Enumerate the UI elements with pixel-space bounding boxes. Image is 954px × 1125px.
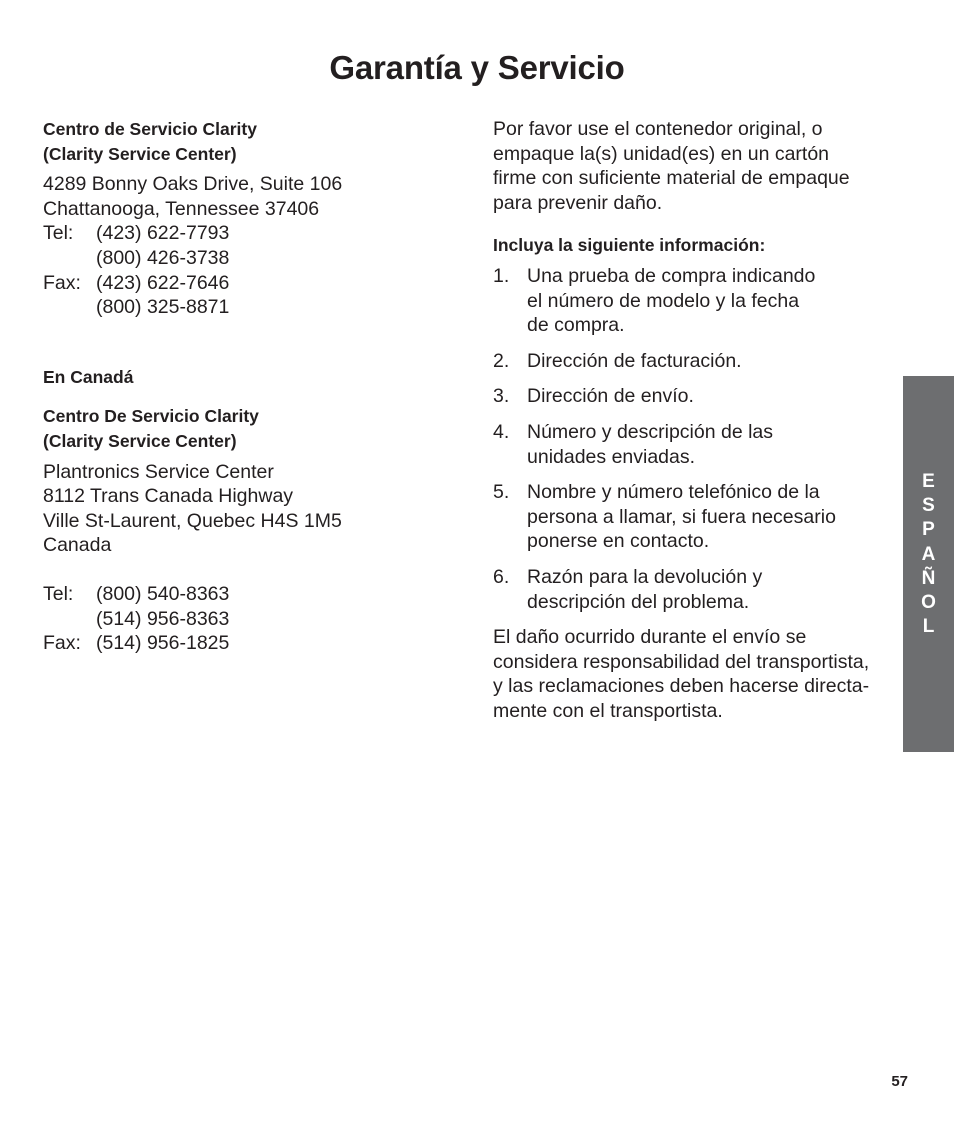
list-item bbox=[493, 565, 888, 614]
tel-number: (800) 426-3738 bbox=[96, 246, 230, 269]
list-item-line: Nombre y número telefónico de la bbox=[527, 481, 820, 504]
tab-letter: E bbox=[922, 471, 935, 492]
tel-label: Tel: bbox=[43, 582, 74, 605]
canada-fax-row bbox=[43, 631, 443, 656]
tel-label: Tel: bbox=[43, 222, 74, 245]
list-item-line: Número y descripción de las bbox=[527, 420, 774, 443]
tab-letter: O bbox=[921, 592, 936, 614]
language-side-tab bbox=[903, 376, 954, 752]
list-item-line: unidades enviadas. bbox=[527, 445, 696, 468]
paragraph-line: firme con suficiente material de empaque bbox=[493, 167, 850, 190]
required-info-list bbox=[493, 264, 888, 614]
paragraph-line: considera responsabilidad del transportista, bbox=[493, 650, 870, 673]
paragraph-line: para prevenir daño. bbox=[493, 191, 663, 214]
list-item-line: descripción del problema. bbox=[527, 590, 750, 613]
tel-number: (514) 956-8363 bbox=[96, 607, 230, 630]
fax-number: (514) 956-1825 bbox=[96, 632, 230, 655]
list-item-line: Una prueba de compra indicando bbox=[527, 264, 816, 287]
list-item-line: de compra. bbox=[527, 314, 625, 337]
list-number: 4. bbox=[493, 420, 510, 443]
paragraph-line: El daño ocurrido durante el envío se bbox=[493, 626, 807, 649]
list-item-line: el número de modelo y la fecha bbox=[527, 289, 800, 312]
list-item bbox=[493, 420, 888, 469]
paragraph-line: mente con el transportista. bbox=[493, 699, 723, 722]
packing-instructions bbox=[493, 117, 888, 215]
canada-address-line: 8112 Trans Canada Highway bbox=[43, 485, 294, 508]
canada-address-line: Ville St-Laurent, Quebec H4S 1M5 bbox=[43, 509, 342, 532]
paragraph-line: y las reclamaciones deben hacerse directa- bbox=[493, 675, 870, 698]
fax-row bbox=[43, 271, 443, 296]
page-title: Garantía y Servicio bbox=[329, 49, 625, 86]
service-center-heading-en: (Clarity Service Center) bbox=[43, 143, 237, 164]
list-number: 3. bbox=[493, 385, 510, 408]
list-item-line: Dirección de envío. bbox=[527, 385, 694, 408]
list-item-line: Razón para la devolución y bbox=[527, 565, 763, 588]
tab-letter: Ñ bbox=[921, 567, 936, 589]
canada-tel-row bbox=[43, 582, 443, 607]
list-item bbox=[493, 264, 888, 338]
include-info-heading: Incluya la siguiente información: bbox=[493, 235, 766, 256]
list-item-line: persona a llamar, si fuera necesario bbox=[527, 505, 836, 528]
page-number: 57 bbox=[891, 1073, 908, 1090]
language-tab-label bbox=[903, 470, 954, 639]
tel-row bbox=[43, 221, 443, 246]
fax-row bbox=[43, 295, 443, 320]
tab-letter: A bbox=[921, 543, 936, 565]
paragraph-line: empaque la(s) unidad(es) en un cartón bbox=[493, 142, 830, 165]
service-center-heading: Centro de Servicio Clarity bbox=[43, 119, 257, 139]
canada-service-center-heading-en: (Clarity Service Center) bbox=[43, 430, 237, 451]
canada-address-line: Plantronics Service Center bbox=[43, 460, 274, 483]
tab-letter: P bbox=[922, 519, 935, 541]
tel-number: (800) 540-8363 bbox=[96, 582, 230, 605]
fax-label: Fax: bbox=[43, 632, 81, 655]
tel-number: (423) 622-7793 bbox=[96, 222, 230, 245]
canada-heading: En Canadá bbox=[43, 366, 134, 387]
right-column bbox=[493, 117, 888, 723]
shipping-damage-note bbox=[493, 625, 888, 723]
list-item bbox=[493, 384, 888, 409]
list-number: 2. bbox=[493, 349, 510, 372]
address-line: 4289 Bonny Oaks Drive, Suite 106 bbox=[43, 173, 343, 196]
address-line: Chattanooga, Tennessee 37406 bbox=[43, 197, 320, 220]
canada-service-center-heading: Centro De Servicio Clarity bbox=[43, 406, 259, 427]
list-number: 1. bbox=[493, 264, 510, 287]
tel-row bbox=[43, 246, 443, 271]
list-number: 5. bbox=[493, 481, 510, 504]
fax-label: Fax: bbox=[43, 271, 81, 294]
tab-letter: S bbox=[922, 495, 935, 517]
canada-address-line: Canada bbox=[43, 534, 112, 557]
left-column bbox=[43, 117, 443, 656]
canada-tel-row bbox=[43, 607, 443, 632]
paragraph-line: Por favor use el contenedor original, o bbox=[493, 118, 823, 140]
tab-letter: L bbox=[922, 616, 935, 638]
fax-number: (800) 325-8871 bbox=[96, 296, 230, 319]
list-item bbox=[493, 349, 888, 374]
list-item bbox=[493, 480, 888, 554]
list-item-line: Dirección de facturación. bbox=[527, 349, 742, 372]
fax-number: (423) 622-7646 bbox=[96, 271, 230, 294]
list-item-line: ponerse en contacto. bbox=[527, 530, 710, 553]
list-number: 6. bbox=[493, 565, 510, 588]
